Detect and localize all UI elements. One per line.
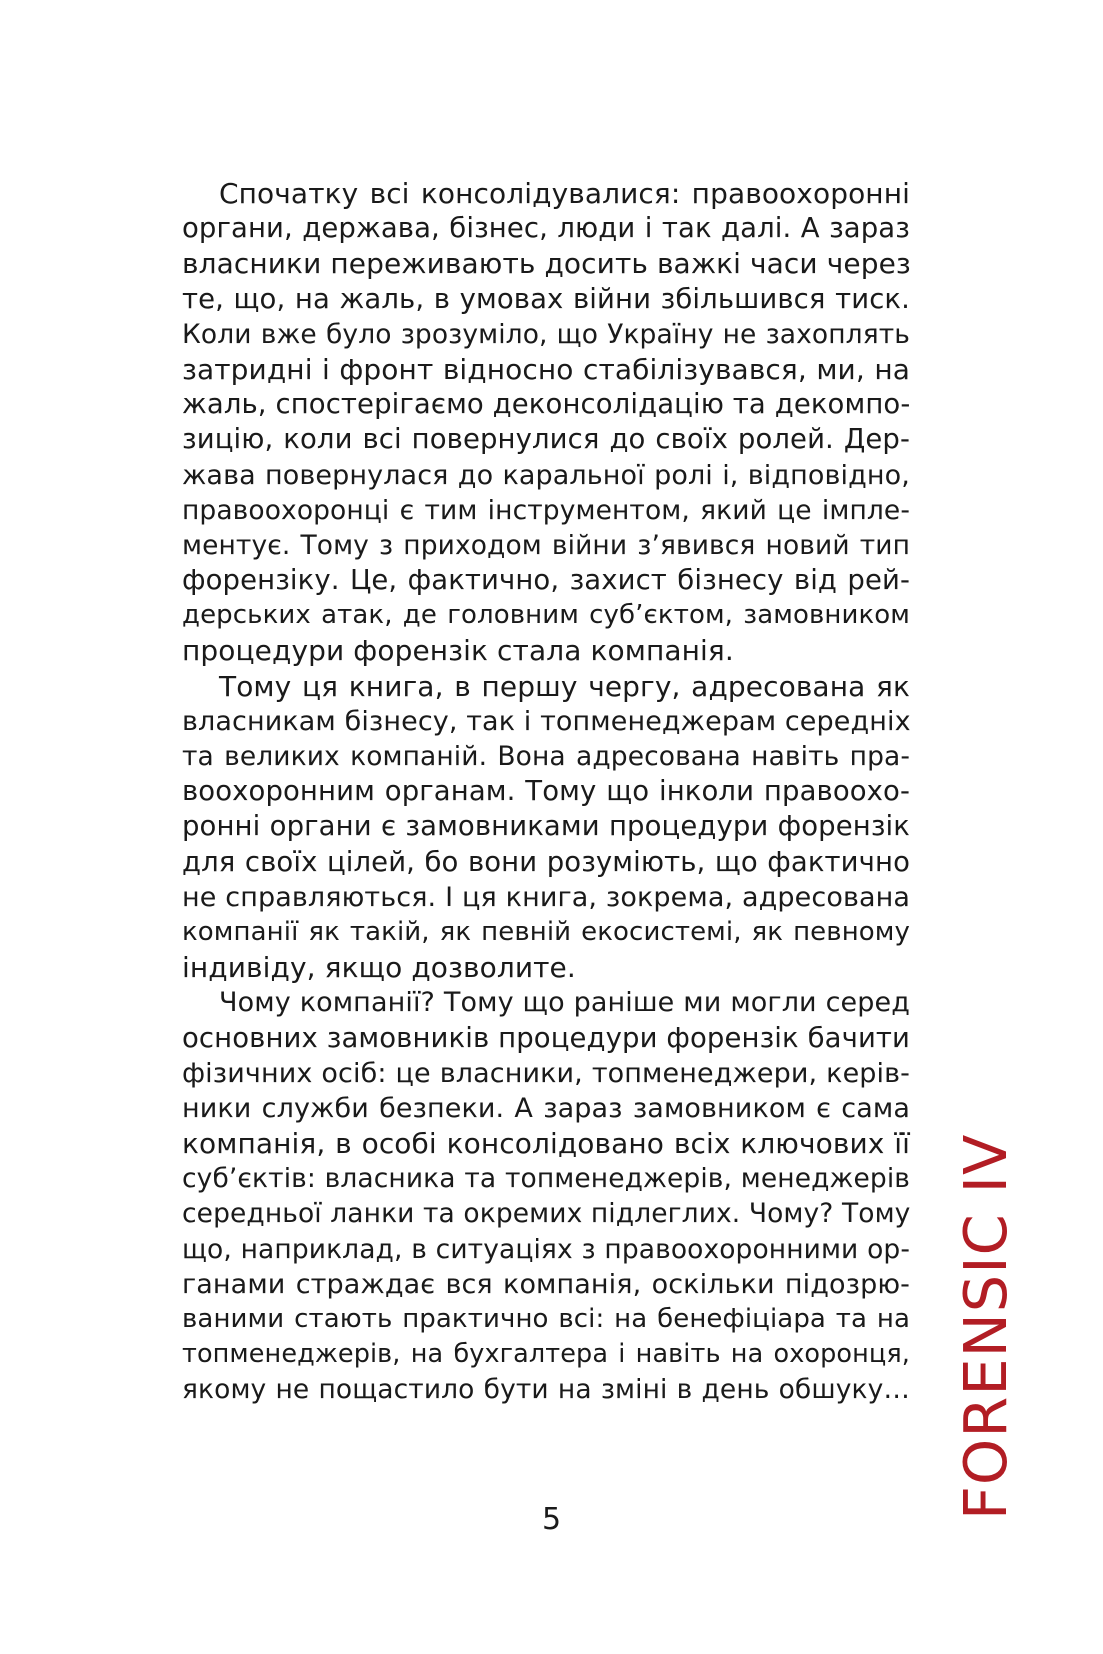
text-line: фізичних осіб: це власники, топменеджери, керів- [182, 1057, 910, 1089]
text-line: Коли вже було зрозуміло, що Україну не захоплять [182, 318, 910, 350]
text-line: органи, держава, бізнес, люди і так далі. А зараз [182, 212, 910, 245]
text-line: форензіку. Це, фактично, захист бізнесу від рей- [182, 564, 910, 597]
text-line: Чому компанії? Тому що раніше ми могли серед [219, 987, 910, 1019]
book-title-vertical: FORENSIC IV [951, 1133, 1020, 1520]
text-line: жава повернулася до каральної ролі і, відповідно, [182, 459, 910, 491]
text-line: компанії як такій, як певній екосистемі, як певному [182, 916, 910, 947]
text-line: ники служби безпеки. А зараз замовником є сама [182, 1092, 910, 1124]
text-line: середньої ланки та окремих підлеглих. Чому? Тому [182, 1198, 911, 1230]
page-number: 5 [541, 1502, 562, 1537]
text-line: затридні і фронт відносно стабілізувався, ми, на [182, 352, 910, 386]
text-line: воохоронним органам. Тому що інколи правоохо- [182, 775, 910, 808]
body-text [182, 176, 910, 1408]
text-line: ганами страждає вся компанія, оскільки підозрю- [182, 1268, 910, 1300]
text-line: процедури форензік стала компанія. [182, 634, 734, 668]
text-line: жаль, спостерігаємо деконсолідацію та декомпо- [182, 388, 911, 421]
text-line: зицію, коли всі повернулися до своїх ролей. Дер- [182, 423, 910, 456]
text-line: для своїх цілей, бо вони розуміють, що фактично [182, 845, 910, 878]
text-line: основних замовників процедури форензік бачити [182, 1021, 911, 1054]
text-line: ронні органи є замовниками процедури форензік [182, 810, 910, 843]
text-line: ваними стають практично всі: на бенефіціара та на [182, 1304, 910, 1334]
text-line: не справляються. І ця книга, зокрема, адресована [182, 881, 910, 913]
text-line: власникам бізнесу, так і топменеджерам середніх [182, 705, 911, 737]
text-line: компанія, в особі консолідовано всіх ключових її [182, 1127, 910, 1161]
text-line: правоохоронці є тим інструментом, який це імпле- [182, 494, 910, 526]
text-line: власники переживають досить важкі часи через [182, 247, 911, 281]
text-line: ментує. Тому з приходом війни з’явився новий тип [182, 529, 910, 561]
text-line: що, наприклад, в ситуаціях з правоохоронними ор- [182, 1233, 910, 1265]
text-line: те, що, на жаль, в умовах війни збільшився тиск. [182, 282, 910, 315]
text-line: якому не пощастило бути на зміні в день обшуку… [182, 1374, 910, 1406]
text-line: топменеджерів, на бухгалтера і навіть на охоронця, [182, 1339, 910, 1370]
text-line: суб’єктів: власника та топменеджерів, менеджерів [182, 1163, 910, 1195]
text-line: дерських атак, де головним суб’єктом, замовником [182, 600, 910, 631]
text-line: та великих компаній. Вона адресована навіть пра- [182, 741, 910, 772]
text-line: Спочатку всі консолідувалися: правоохоронні [219, 177, 910, 210]
text-line: Тому ця книга, в першу чергу, адресована як [219, 669, 910, 703]
text-line: індивіду, якщо дозволите. [182, 951, 576, 985]
